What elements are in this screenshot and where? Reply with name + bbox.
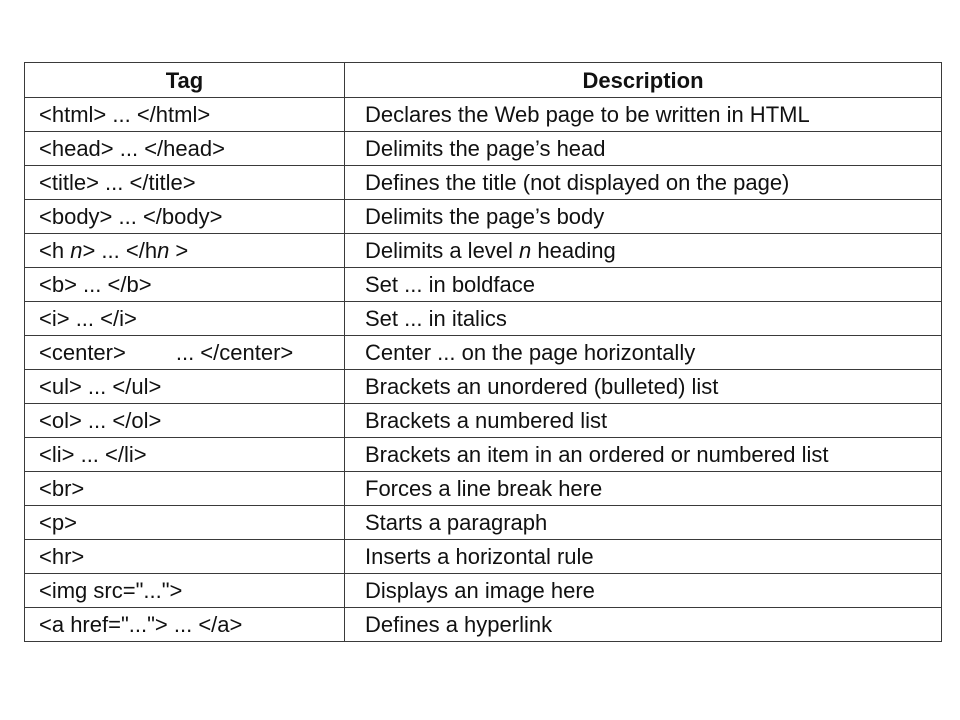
tag-cell: <hr>: [25, 540, 345, 574]
tag-variable: n: [70, 238, 83, 263]
tag-text: ... </center>: [175, 340, 294, 365]
description-cell: Displays an image here: [345, 574, 942, 608]
description-text: Delimits a level: [365, 238, 520, 263]
description-cell: Defines the title (not displayed on the page): [345, 166, 942, 200]
description-cell: Delimits the page’s body: [345, 200, 942, 234]
table-row: [25, 506, 942, 540]
tag-cell: <li> ... </li>: [25, 438, 345, 472]
tag-cell: <a href="..."> ... </a>: [25, 608, 345, 642]
table-row: [25, 472, 942, 506]
description-cell: Delimits the page’s head: [345, 132, 942, 166]
description-cell: Inserts a horizontal rule: [345, 540, 942, 574]
tag-cell: <body> ... </body>: [25, 200, 345, 234]
table-row: [25, 302, 942, 336]
description-variable: n: [519, 238, 532, 263]
table-row: [25, 234, 942, 268]
tag-cell: <ol> ... </ol>: [25, 404, 345, 438]
tag-cell: [25, 234, 345, 268]
tag-cell: <head> ... </head>: [25, 132, 345, 166]
table-row: [25, 336, 942, 370]
table-row: [25, 268, 942, 302]
description-column-header: Description: [345, 63, 942, 98]
description-cell: [345, 234, 942, 268]
description-cell: Defines a hyperlink: [345, 608, 942, 642]
description-cell: Set ... in italics: [345, 302, 942, 336]
tag-cell: <br>: [25, 472, 345, 506]
tag-text: <center>: [39, 340, 126, 365]
tag-cell: <b> ... </b>: [25, 268, 345, 302]
description-cell: Brackets a numbered list: [345, 404, 942, 438]
description-cell: Forces a line break here: [345, 472, 942, 506]
description-cell: Brackets an item in an ordered or numbered list: [345, 438, 942, 472]
tag-text: > ... </h: [82, 238, 158, 263]
table-row: [25, 608, 942, 642]
table-row: [25, 438, 942, 472]
tag-cell: <p>: [25, 506, 345, 540]
tag-text: <h: [39, 238, 71, 263]
tag-text: >: [169, 238, 189, 263]
table-row: [25, 98, 942, 132]
tag-cell: <img src="...">: [25, 574, 345, 608]
table-row: [25, 200, 942, 234]
table-row: [25, 166, 942, 200]
tag-cell: [25, 336, 345, 370]
table-row: [25, 404, 942, 438]
table-row: [25, 574, 942, 608]
table-row: [25, 370, 942, 404]
tag-cell: <html> ... </html>: [25, 98, 345, 132]
description-cell: Set ... in boldface: [345, 268, 942, 302]
description-text: heading: [531, 238, 616, 263]
description-cell: Brackets an unordered (bulleted) list: [345, 370, 942, 404]
tag-cell: <i> ... </i>: [25, 302, 345, 336]
tag-cell: <ul> ... </ul>: [25, 370, 345, 404]
tag-cell: <title> ... </title>: [25, 166, 345, 200]
description-cell: Center ... on the page horizontally: [345, 336, 942, 370]
table-row: [25, 132, 942, 166]
html-tags-table: [24, 62, 942, 642]
description-cell: Starts a paragraph: [345, 506, 942, 540]
table-row: [25, 540, 942, 574]
header-row: [25, 63, 942, 98]
tag-variable: n: [157, 238, 170, 263]
description-cell: Declares the Web page to be written in HTML: [345, 98, 942, 132]
tag-column-header: Tag: [25, 63, 345, 98]
